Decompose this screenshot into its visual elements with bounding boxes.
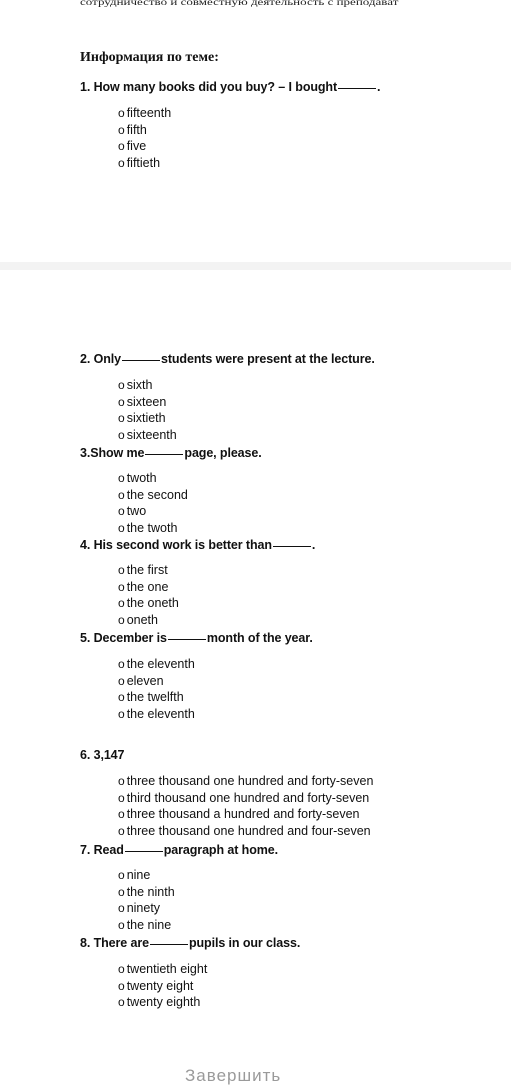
radio-bullet-icon: o — [118, 868, 125, 882]
question-text-after: month of the year. — [206, 631, 313, 645]
radio-bullet-icon: o — [118, 690, 125, 705]
question-text-after: . — [311, 538, 316, 552]
question-text: 2. Only — [80, 352, 121, 366]
radio-bullet-icon: o — [118, 774, 125, 788]
option[interactable]: o twentieth eight — [118, 962, 208, 976]
radio-bullet-icon: o — [118, 411, 125, 426]
option[interactable]: o sixteenth — [118, 427, 177, 442]
option[interactable]: o the twelfth — [118, 690, 184, 705]
option[interactable]: o the oneth — [118, 596, 179, 611]
option[interactable]: o the eleventh — [118, 657, 195, 671]
answer-blank — [338, 87, 376, 89]
question-text: 3.Show me — [80, 446, 145, 460]
radio-bullet-icon: o — [118, 579, 125, 594]
option[interactable]: o two — [118, 504, 147, 519]
answer-blank — [125, 850, 163, 852]
question-3 — [80, 446, 262, 460]
radio-bullet-icon: o — [118, 978, 125, 993]
radio-bullet-icon: o — [118, 106, 125, 120]
option[interactable]: o fifth — [118, 122, 147, 137]
radio-bullet-icon: o — [118, 790, 125, 805]
radio-bullet-icon: o — [118, 155, 125, 170]
radio-bullet-icon: o — [118, 657, 125, 671]
radio-bullet-icon: o — [118, 917, 125, 932]
radio-bullet-icon: o — [118, 995, 125, 1010]
radio-bullet-icon: o — [118, 807, 125, 822]
question-text-after: pupils in our class. — [188, 936, 301, 950]
option[interactable]: o five — [118, 139, 147, 154]
radio-bullet-icon: o — [118, 563, 125, 577]
radio-bullet-icon: o — [118, 487, 125, 502]
radio-bullet-icon: o — [118, 520, 125, 535]
cut-off-text-line: сотрудничество и совместную деятельность с преподават — [80, 0, 399, 8]
radio-bullet-icon: o — [118, 122, 125, 137]
option[interactable]: o the first — [118, 563, 168, 577]
option[interactable]: o twenty eighth — [118, 995, 201, 1010]
options-list-7 — [118, 867, 175, 933]
radio-bullet-icon: o — [118, 706, 125, 721]
answer-blank — [273, 545, 311, 547]
question-text: 6. 3,147 — [80, 748, 125, 762]
question-6 — [80, 748, 124, 762]
question-text-after: students were present at the lecture. — [160, 352, 375, 366]
question-8 — [80, 936, 300, 950]
option[interactable]: o the twoth — [118, 520, 178, 535]
question-text-after: paragraph at home. — [163, 843, 278, 857]
radio-bullet-icon: o — [118, 378, 125, 392]
question-5 — [80, 631, 313, 645]
answer-blank — [168, 638, 206, 640]
section-separator — [0, 262, 511, 270]
option[interactable]: o twoth — [118, 471, 157, 485]
option[interactable]: o eleven — [118, 673, 164, 688]
radio-bullet-icon: o — [118, 394, 125, 409]
option[interactable]: o the second — [118, 487, 188, 502]
option[interactable]: o three thousand one hundred and forty-seven — [118, 774, 374, 788]
option[interactable]: o sixtieth — [118, 411, 166, 426]
radio-bullet-icon: o — [118, 427, 125, 442]
question-text-after: . — [377, 80, 381, 94]
question-text: 7. Read — [80, 843, 124, 857]
question-text: 5. December is — [80, 631, 167, 645]
option[interactable]: o the nine — [118, 917, 172, 932]
options-list-4 — [118, 562, 179, 628]
question-7 — [80, 843, 278, 857]
radio-bullet-icon: o — [118, 901, 125, 916]
option[interactable]: o three thousand a hundred and forty-seven — [118, 807, 360, 822]
option[interactable]: o third thousand one hundred and forty-seven — [118, 790, 370, 805]
options-list-1 — [118, 105, 171, 171]
question-text-after: page, please. — [184, 446, 262, 460]
option[interactable]: o sixth — [118, 378, 153, 392]
radio-bullet-icon: o — [118, 596, 125, 611]
option[interactable]: o twenty eight — [118, 978, 194, 993]
radio-bullet-icon: o — [118, 962, 125, 976]
options-list-5 — [118, 656, 195, 722]
question-text: 1. How many books did you buy? – I bought — [80, 80, 338, 94]
option[interactable]: o the eleventh — [118, 706, 195, 721]
radio-bullet-icon: o — [118, 471, 125, 485]
radio-bullet-icon: o — [118, 612, 125, 627]
radio-bullet-icon: o — [118, 139, 125, 154]
option[interactable]: o sixteen — [118, 394, 167, 409]
option[interactable]: o fifteenth — [118, 106, 172, 120]
submit-button[interactable]: Завершить — [185, 1066, 282, 1085]
option[interactable]: o nine — [118, 868, 151, 882]
radio-bullet-icon: o — [118, 673, 125, 688]
answer-blank — [122, 359, 160, 361]
option[interactable]: o the one — [118, 579, 169, 594]
options-list-6 — [118, 773, 373, 839]
options-list-3 — [118, 470, 188, 536]
options-list-8 — [118, 961, 207, 1011]
option[interactable]: o ninety — [118, 901, 161, 916]
radio-bullet-icon: o — [118, 504, 125, 519]
radio-bullet-icon: o — [118, 823, 125, 838]
radio-bullet-icon: o — [118, 884, 125, 899]
question-text: 4. His second work is better than — [80, 538, 272, 552]
question-2 — [80, 352, 375, 366]
option[interactable]: o the ninth — [118, 884, 175, 899]
option[interactable]: o three thousand one hundred and four-seven — [118, 823, 371, 838]
option[interactable]: o fiftieth — [118, 155, 161, 170]
options-list-2 — [118, 377, 177, 443]
info-heading: Информация по теме: — [80, 50, 219, 65]
question-1 — [80, 80, 380, 94]
answer-blank — [145, 453, 183, 455]
question-4 — [80, 538, 315, 552]
answer-blank — [150, 943, 188, 945]
option[interactable]: o oneth — [118, 612, 158, 627]
question-text: 8. There are — [80, 936, 149, 950]
